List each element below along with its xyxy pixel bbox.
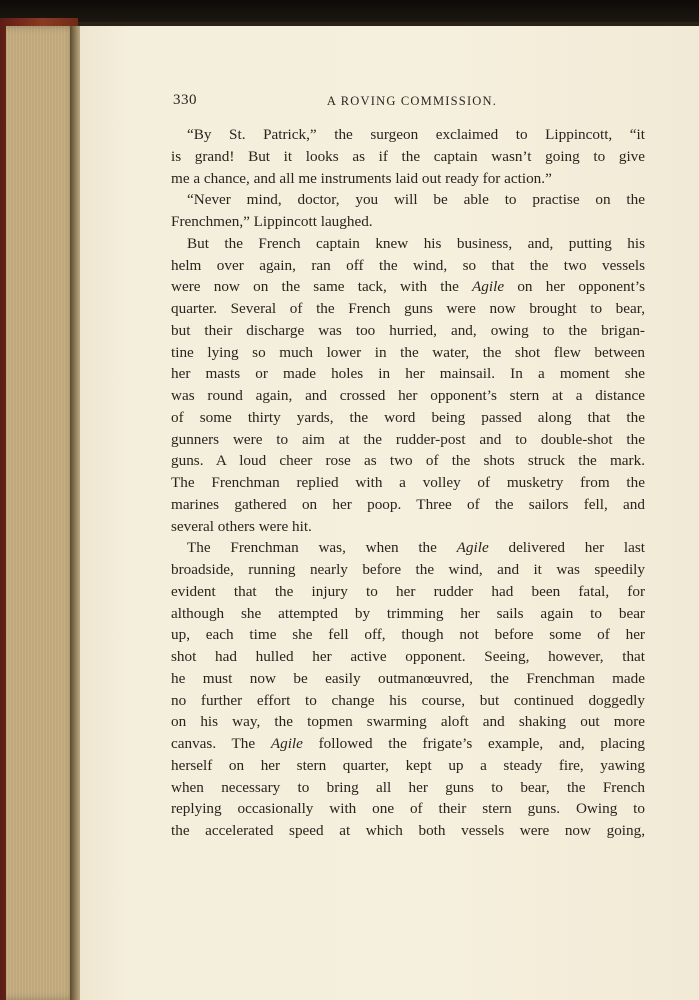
text-line: he must now be easily outmanœuvred, the Frenchman made — [171, 669, 645, 687]
text-line: helm over again, ran off the wind, so that the two vessels — [171, 256, 645, 274]
text-line: her masts or made holes in her mainsail. In a moment she — [171, 365, 645, 383]
page-header — [173, 92, 651, 112]
text-line — [171, 537, 645, 559]
text-line: no further effort to change his course, but continued doggedly — [171, 691, 645, 709]
text-line: of some thirty yards, the word being passed along that the — [171, 408, 645, 426]
text-line: The Frenchman replied with a volley of musketry from the — [171, 474, 645, 491]
text-line: replying occasionally with one of their stern guns. Owing to — [171, 800, 645, 818]
scan-background — [0, 0, 699, 22]
text-line: Frenchmen,” Lippincott laughed. — [171, 213, 373, 230]
text-segment: on her opponent’s — [504, 278, 645, 296]
text-line — [171, 733, 645, 755]
page-edges — [6, 26, 78, 1000]
text-line: guns. A loud cheer rose as two of the shots struck the mark. — [171, 452, 645, 470]
ship-name: Agile — [472, 278, 505, 296]
text-line: gunners were to aim at the rudder-post and to double-shot the — [171, 430, 645, 448]
text-line: broadside, running nearly before the wind, and it was speedily — [171, 561, 645, 578]
ship-name: Agile — [456, 539, 489, 557]
text-line: quarter. Several of the French guns were now brought to bear, — [171, 300, 645, 317]
running-title: A ROVING COMMISSION. — [326, 94, 498, 108]
text-line: the accelerated speed at which both vessels were now going, — [171, 822, 645, 839]
page-number: 330 — [173, 92, 197, 108]
text-segment: The Frenchman was, when the — [187, 539, 457, 557]
text-segment: canvas. The — [171, 735, 271, 752]
text-line: is grand! But it looks as if the captain wasn’t going to give — [171, 147, 645, 165]
ship-name: Agile — [270, 735, 303, 752]
text-line: But the French captain knew his business, and, putting his — [187, 234, 645, 252]
text-line: herself on her stern quarter, kept up a steady fire, yawing — [171, 756, 645, 774]
text-line: up, each time she fell off, though not before some of her — [171, 626, 645, 644]
text-line: although she attempted by trimming her sails again to bear — [171, 604, 645, 622]
text-line: but their discharge was too hurried, and, owing to the brigan- — [171, 321, 645, 339]
text-line: me a chance, and all me instruments laid out ready for action.” — [171, 169, 552, 187]
text-segment: were now on the same tack, with the — [171, 278, 473, 296]
text-line: tine lying so much lower in the water, the shot flew between — [171, 343, 645, 361]
text-line: on his way, the topmen swarming aloft and shaking out more — [171, 713, 645, 731]
text-segment: delivered her last — [488, 539, 645, 557]
text-line: marines gathered on her poop. Three of the sailors fell, and — [171, 495, 645, 513]
text-line: shot had hulled her active opponent. Seeing, however, that — [171, 648, 645, 665]
text-line: was round again, and crossed her opponent’s stern at a distance — [171, 387, 645, 404]
text-line — [171, 276, 645, 298]
text-line: “Never mind, doctor, you will be able to practise on the — [187, 191, 645, 209]
text-line: when necessary to bring all her guns to bear, the French — [171, 778, 645, 796]
text-line: “By St. Patrick,” the surgeon exclaimed to Lippincott, “it — [187, 126, 645, 143]
body-text — [171, 124, 645, 842]
text-line: evident that the injury to her rudder had been fatal, for — [171, 582, 645, 600]
text-line: several others were hit. — [171, 517, 312, 535]
text-segment: followed the frigate’s example, and, placing — [302, 735, 645, 752]
